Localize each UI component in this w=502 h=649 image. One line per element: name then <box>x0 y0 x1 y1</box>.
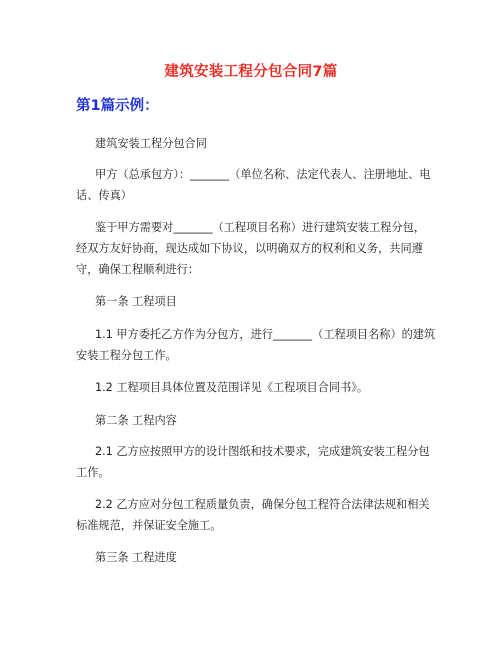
paragraph-preamble <box>76 217 436 280</box>
section-heading: 第1篇示例： <box>76 98 159 114</box>
article-3-heading <box>76 547 436 568</box>
paragraph-text: 第三条 工程进度 <box>95 551 177 564</box>
clause-2-1 <box>76 441 436 483</box>
paragraph-text: 建筑安装工程分包合同 <box>95 137 207 150</box>
paragraph-text: 2.2 乙方应对分包工程质量负责，确保分包工程符合法律法规和相关标准规范，并保证安全施工。 <box>76 498 430 532</box>
paragraph-text: 甲方（总承包方）：_______（单位名称、法定代表人、注册地址、电话、传真） <box>76 168 431 202</box>
clause-1-1 <box>76 324 436 366</box>
paragraph-text: 2.1 乙方应按照甲方的设计图纸和技术要求，完成建筑安装工程分包工作。 <box>76 445 430 479</box>
paragraph-text: 1.2 工程项目具体位置及范围详见《工程项目合同书》。 <box>95 381 369 394</box>
document-title: 建筑安装工程分包合同7篇 <box>164 64 338 80</box>
clause-2-2 <box>76 494 436 536</box>
paragraph-text: 鉴于甲方需要对_______（工程项目名称）进行建筑安装工程分包，经双方友好协商，现达成如下协议，以明确双方的权利和义务，共同遵守，确保工程顺利进行： <box>76 221 426 276</box>
clause-1-2 <box>76 377 436 398</box>
article-2-heading <box>76 410 436 431</box>
paragraph-text: 第一条 工程项目 <box>95 295 177 308</box>
paragraph-party-a <box>76 164 436 206</box>
paragraph-contract-name <box>76 133 436 154</box>
paragraph-text: 第二条 工程内容 <box>95 414 177 427</box>
article-1-heading <box>76 291 436 312</box>
paragraph-text: 1.1 甲方委托乙方作为分包方，进行_______（工程项目名称）的建筑安装工程分包工作。 <box>76 328 436 362</box>
